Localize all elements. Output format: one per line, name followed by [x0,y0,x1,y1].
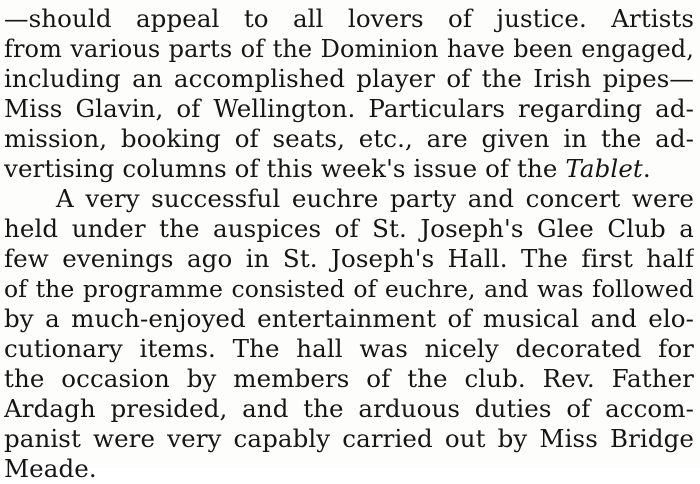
paragraph-2 [4,184,694,484]
periodical-title: Tablet [565,154,643,183]
text-line: including an accomplished player of the Irish pipes— [4,64,694,93]
text-line: Ardagh presided, and the arduous duties of accom- [4,394,694,423]
text-line: the occasion by members of the club. Rev. Father [4,364,694,393]
text-line: from various parts of the Dominion have been engaged, [4,35,694,63]
text-line: panist were very capably carried out by Miss Bridge [4,424,694,453]
text-line: vertising columns of this week's issue of the Tablet. [4,154,651,183]
text-line: Miss Glavin, of Wellington. Particulars regarding ad- [4,94,694,123]
text-line: of the programme consisted of euchre, and was followed [4,275,694,303]
text-line: A very successful euchre party and concert were [56,184,694,213]
text-line: by a much-enjoyed entertainment of musical and elo- [4,304,694,333]
text-line: few evenings ago in St. Joseph's Hall. The first half [4,244,694,273]
text-line: held under the auspices of St. Joseph's Glee Club a [4,214,694,243]
article-column [4,4,694,484]
text-line: mission, booking of seats, etc., are given in the ad- [4,124,694,153]
paragraph-1 [4,4,694,184]
text-line: cutionary items. The hall was nicely decorated for [4,334,694,363]
text-line: —should appeal to all lovers of justice. Artists [4,4,694,33]
text-line: Meade. [4,454,97,483]
